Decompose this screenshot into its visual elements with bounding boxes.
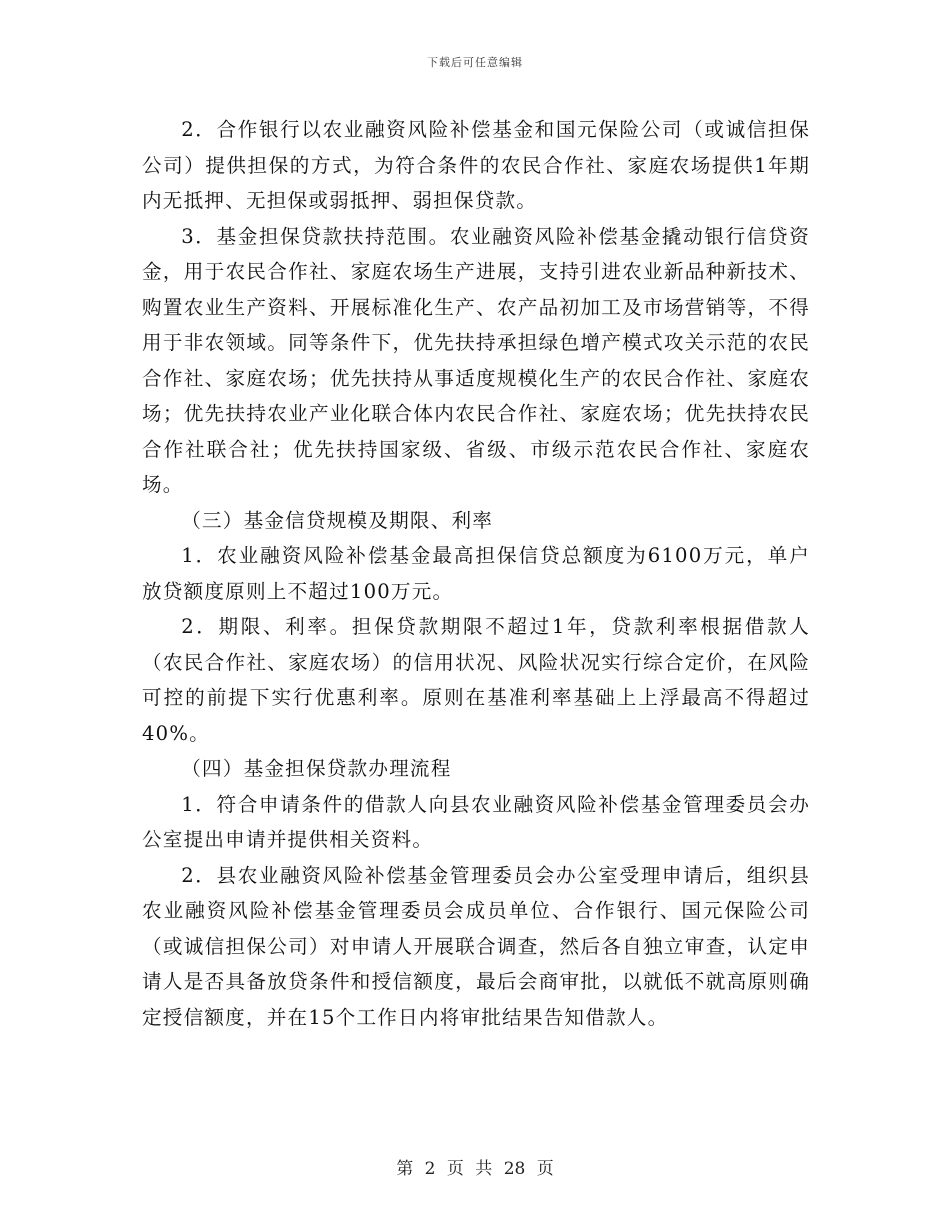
page-header: 下载后可任意编辑 xyxy=(427,56,523,69)
section-heading-process: （四）基金担保贷款办理流程 xyxy=(181,757,452,780)
document-body xyxy=(142,112,810,1035)
page-number-footer: 第 2 页 共 28 页 xyxy=(396,1159,554,1179)
section-heading-credit-scale: （三）基金信贷规模及期限、利率 xyxy=(181,508,494,532)
paragraph-review: 2．县农业融资风险补偿基金管理委员会办公室受理申请后，组织县农业融资风险补偿基金管理委员会成员单位、合作银行、国元保险公司（或诚信担保公司）对申请人开展联合调查，然后各自独立审查，认定申请人是否具备放贷条件和授信额度，最后会商审批，以就低不就高原则确定授信额度，并在15个工作日内将审批结果告知借款人。 xyxy=(142,863,810,1029)
paragraph-guarantee-method: 2．合作银行以农业融资风险补偿基金和国元保险公司（或诚信担保公司）提供担保的方式，为符合条件的农民合作社、家庭农场提供1年期内无抵押、无担保或弱抵押、弱担保贷款。 xyxy=(142,118,810,212)
paragraph-credit-limit: 1．农业融资风险补偿基金最高担保信贷总额度为6100万元，单户放贷额度原则上不超过100万元。 xyxy=(142,544,810,603)
paragraph-support-scope: 3．基金担保贷款扶持范围。农业融资风险补偿基金撬动银行信贷资金，用于农民合作社、家庭农场生产进展，支持引进农业新品种新技术、购置农业生产资料、开展标准化生产、农产品初加工及市场营销等，不得用于非农领域。同等条件下，优先扶持承担绿色增产模式攻关示范的农民合作社、家庭农场；优先扶持从事适度规模化生产的农民合作社、家庭农场；优先扶持农业产业化联合体内农民合作社、家庭农场；优先扶持农民合作社联合社；优先扶持国家级、省级、市级示范农民合作社、家庭农场。 xyxy=(142,224,810,496)
paragraph-application: 1．符合申请条件的借款人向县农业融资风险补偿基金管理委员会办公室提出申请并提供相关资料。 xyxy=(142,792,810,851)
paragraph-term-rate: 2．期限、利率。担保贷款期限不超过1年，贷款利率根据借款人（农民合作社、家庭农场）的信用状况、风险状况实行综合定价，在风险可控的前提下实行优惠利率。原则在基准利率基础上上浮最高不得超过40%。 xyxy=(142,615,810,745)
